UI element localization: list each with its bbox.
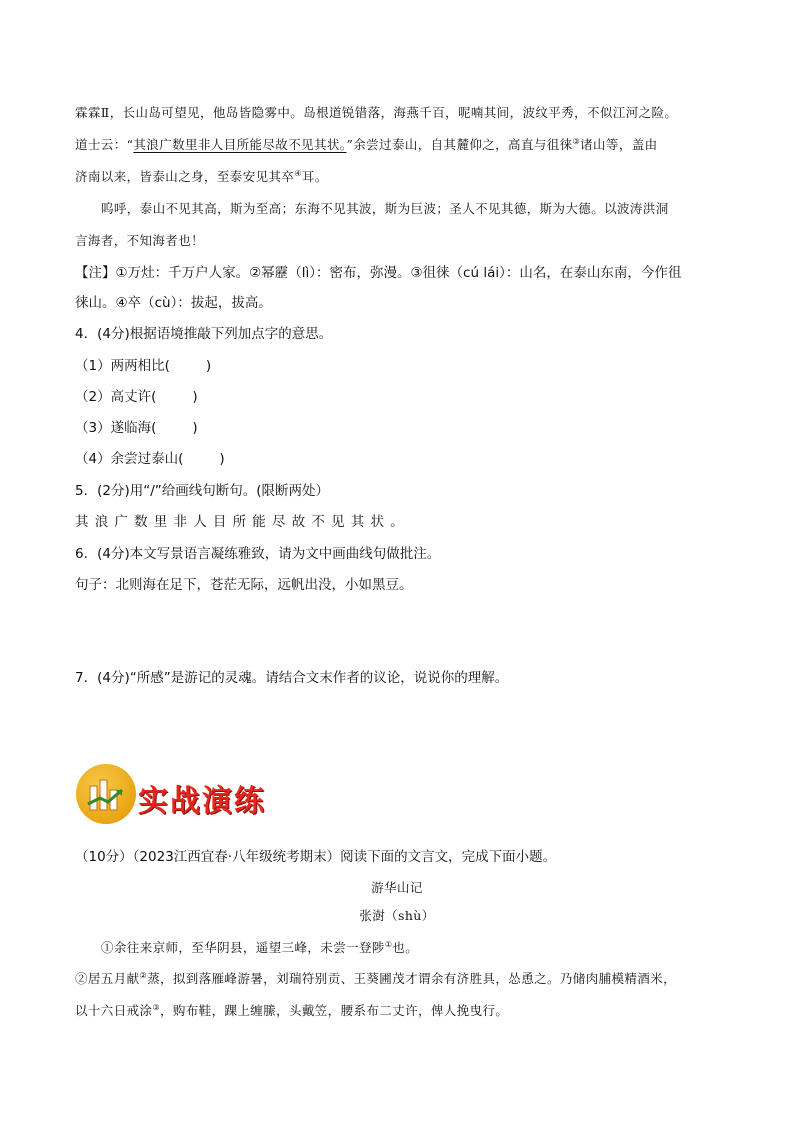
underlined-sentence: 其浪广数里非人目所能尽故不见其状。 [133,137,347,152]
question-4-item-3 [75,416,198,436]
passage-text: 以十六日戒涂 [75,1003,153,1018]
passage-text: ，购布鞋，踝上缠縢，头戴笠，腰系布二丈许，俾人挽曳行。 [159,1003,509,1018]
question-item-text: ) [205,358,212,374]
footnote-marker: ② [139,970,148,980]
passage-text: ”余尝过泰山，自其麓仰之，高直与徂徕 [346,137,573,152]
passage-line-1 [75,103,677,121]
question-7-title: 7．(4分)“所感”是游记的灵魂。请结合文末作者的议论，说说你的理解。 [75,670,509,686]
question-item-text: （1）两两相比( [75,358,170,374]
question-item-text: ) [192,389,198,405]
passage-line-5: 言海者，不知海者也！ [75,233,205,248]
question-item-text: ) [192,420,198,436]
notes-line-1: 【注】①万灶：千万户人家。②幂靂（lì）：密布，弥漫。③徂徕（cú lái）：山名，在泰山东南，今作徂 [75,265,682,281]
question-item-text: （3）遂临海( [75,420,157,436]
footnote-marker: ④ [294,168,302,178]
exercise-para-2 [75,969,676,987]
chart-badge-icon [76,764,136,824]
passage-text: 霖霖Ⅱ [75,105,110,120]
question-6-sentence: 句子：北则海在足下，苍茫无际，远帆出没，小如黑豆。 [75,577,413,593]
passage-line-2 [75,135,658,153]
question-4-item-2 [75,385,198,405]
section-title: 实战演练 [138,784,266,819]
question-6-title: 6．(4分)本文写景语言凝练雅致，请为文中画曲线句做批注。 [75,546,441,562]
passage-text: 诸山等，盖由 [580,137,658,152]
passage-text: 耳。 [301,169,328,184]
notes-line-2: 徕山。④卒（cù）：拔起，拔高。 [75,295,272,311]
passage-line-3 [75,167,328,185]
question-4-item-4 [75,447,225,467]
section-banner [74,762,284,832]
passage-text: 蒸，拟到落雁峰游暑，刘瑞符别贡、王葵圃茂才谓余有济胜具，怂恿之。乃储肉脯模精酒米， [147,971,676,986]
exercise-author: 张澍（shù） [359,908,435,923]
passage-text: 也。 [392,940,419,955]
footnote-marker: ③ [572,136,581,146]
exercise-title: 游华山记 [371,880,423,895]
exercise-intro: （10分）（2023江西宜春·八年级统考期末）阅读下面的文言文，完成下面小题。 [75,849,557,865]
passage-text: ①余往来京师，至华阴县，遥望三峰，未尝一登陟 [101,940,385,955]
exercise-para-3 [75,1001,508,1019]
question-item-text: ) [219,451,225,467]
passage-text: 道士云：“ [75,137,134,152]
question-4-title: 4．(4分)根据语境推敲下列加点字的意思。 [75,326,333,342]
footnote-marker: ① [384,939,393,949]
question-4-item-1 [75,354,211,374]
question-5-sentence: 其浪广数里非人目所能尽故不见其状。 [75,514,410,530]
passage-text: 济南以来，皆泰山之身，至泰安见其卒 [75,169,295,184]
passage-text: ②居五月献 [75,971,140,986]
question-5-title: 5．(2分)用“/”给画线句断句。(限断两处） [75,483,330,499]
question-item-text: （4）余尝过泰山( [75,451,184,467]
passage-text: ，长山岛可望见，他岛皆隐雾中。岛根道锐错落，海燕千百，呢喃其间，波纹平秀，不似江河之险。 [109,105,678,120]
passage-line-4: 呜呼，泰山不见其高，斯为至高；东海不见其波，斯为巨波；圣人不见其德，斯为大德。以波涛洪洞 [101,201,669,216]
question-item-text: （2）高丈许( [75,389,157,405]
exercise-para-1 [101,938,418,956]
footnote-marker: ③ [152,1002,160,1012]
bar-chart-icon [76,764,136,824]
